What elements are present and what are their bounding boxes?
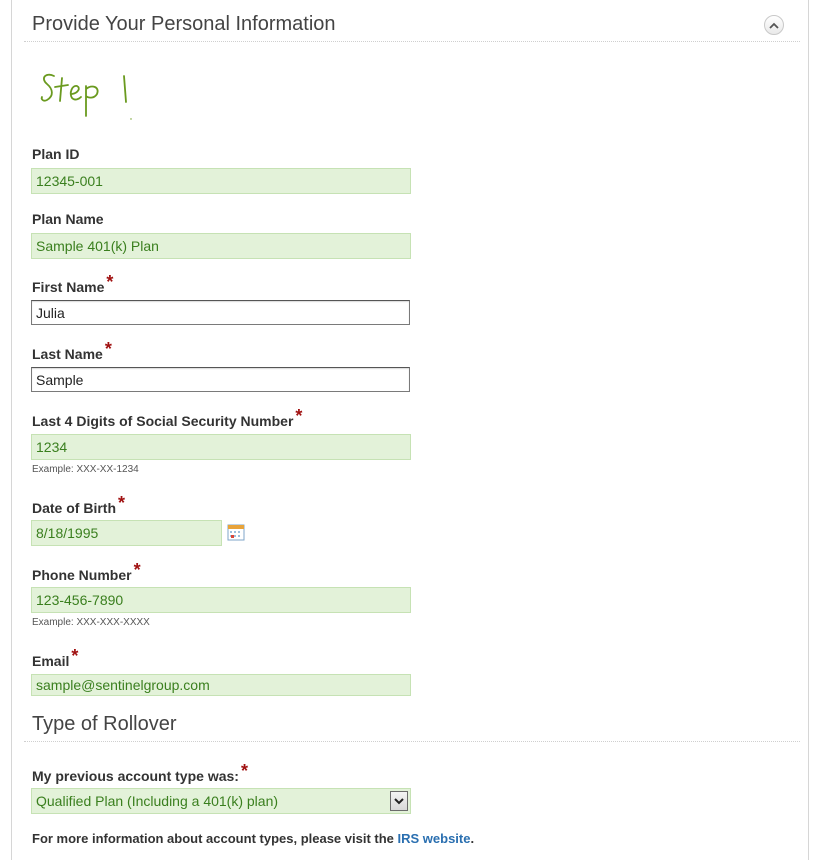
plan-name-label: Plan Name (32, 211, 104, 227)
account-type-select[interactable] (31, 788, 411, 814)
email-label-text: Email (32, 653, 70, 669)
phone-example-hint: Example: XXX-XXX-XXXX (32, 617, 150, 628)
first-name-label-text: First Name (32, 279, 105, 295)
info-text: For more information about account types, please visit the (32, 831, 398, 846)
email-label (32, 646, 79, 671)
last-name-label (32, 339, 112, 364)
collapse-section-button[interactable] (764, 15, 784, 35)
account-type-label (32, 761, 248, 786)
last-name-label-text: Last Name (32, 346, 103, 362)
required-asterisk: * (133, 560, 141, 580)
section-divider (24, 41, 800, 42)
required-asterisk: * (118, 493, 126, 513)
chevron-down-icon (394, 798, 404, 805)
last-name-input[interactable] (31, 367, 410, 392)
plan-name-field[interactable] (31, 233, 411, 259)
required-asterisk: * (295, 406, 303, 426)
phone-label-text: Phone Number (32, 567, 132, 583)
account-type-label-text: My previous account type was: (32, 768, 239, 784)
section-divider (24, 741, 800, 742)
dropdown-arrow-button[interactable] (390, 791, 408, 811)
dob-field[interactable] (31, 520, 222, 546)
section-title-personal-info: Provide Your Personal Information (32, 13, 336, 35)
irs-website-link[interactable]: IRS website (397, 831, 471, 846)
step-1-image (38, 68, 138, 125)
phone-label (32, 560, 141, 585)
plan-id-field[interactable] (31, 168, 411, 194)
plan-id-label: Plan ID (32, 146, 80, 162)
dob-label (32, 493, 126, 518)
account-type-selected-value: Qualified Plan (Including a 401(k) plan) (36, 793, 279, 809)
account-types-info (32, 831, 474, 846)
required-asterisk: * (240, 761, 248, 781)
first-name-input[interactable] (31, 300, 410, 325)
ssn-label (32, 406, 303, 431)
info-text-end: . (470, 831, 475, 846)
ssn-example-hint: Example: XXX-XX-1234 (32, 464, 139, 475)
ssn-label-text: Last 4 Digits of Social Security Number (32, 413, 294, 429)
email-field[interactable] (31, 674, 411, 696)
chevron-up-icon (769, 22, 779, 29)
section-title-rollover: Type of Rollover (32, 713, 177, 735)
required-asterisk: * (104, 339, 112, 359)
required-asterisk: * (106, 272, 114, 292)
required-asterisk: * (71, 646, 79, 666)
dob-label-text: Date of Birth (32, 500, 116, 516)
calendar-icon[interactable] (227, 523, 245, 541)
phone-field[interactable] (31, 587, 411, 613)
ssn-last4-field[interactable] (31, 434, 411, 460)
first-name-label (32, 272, 114, 297)
